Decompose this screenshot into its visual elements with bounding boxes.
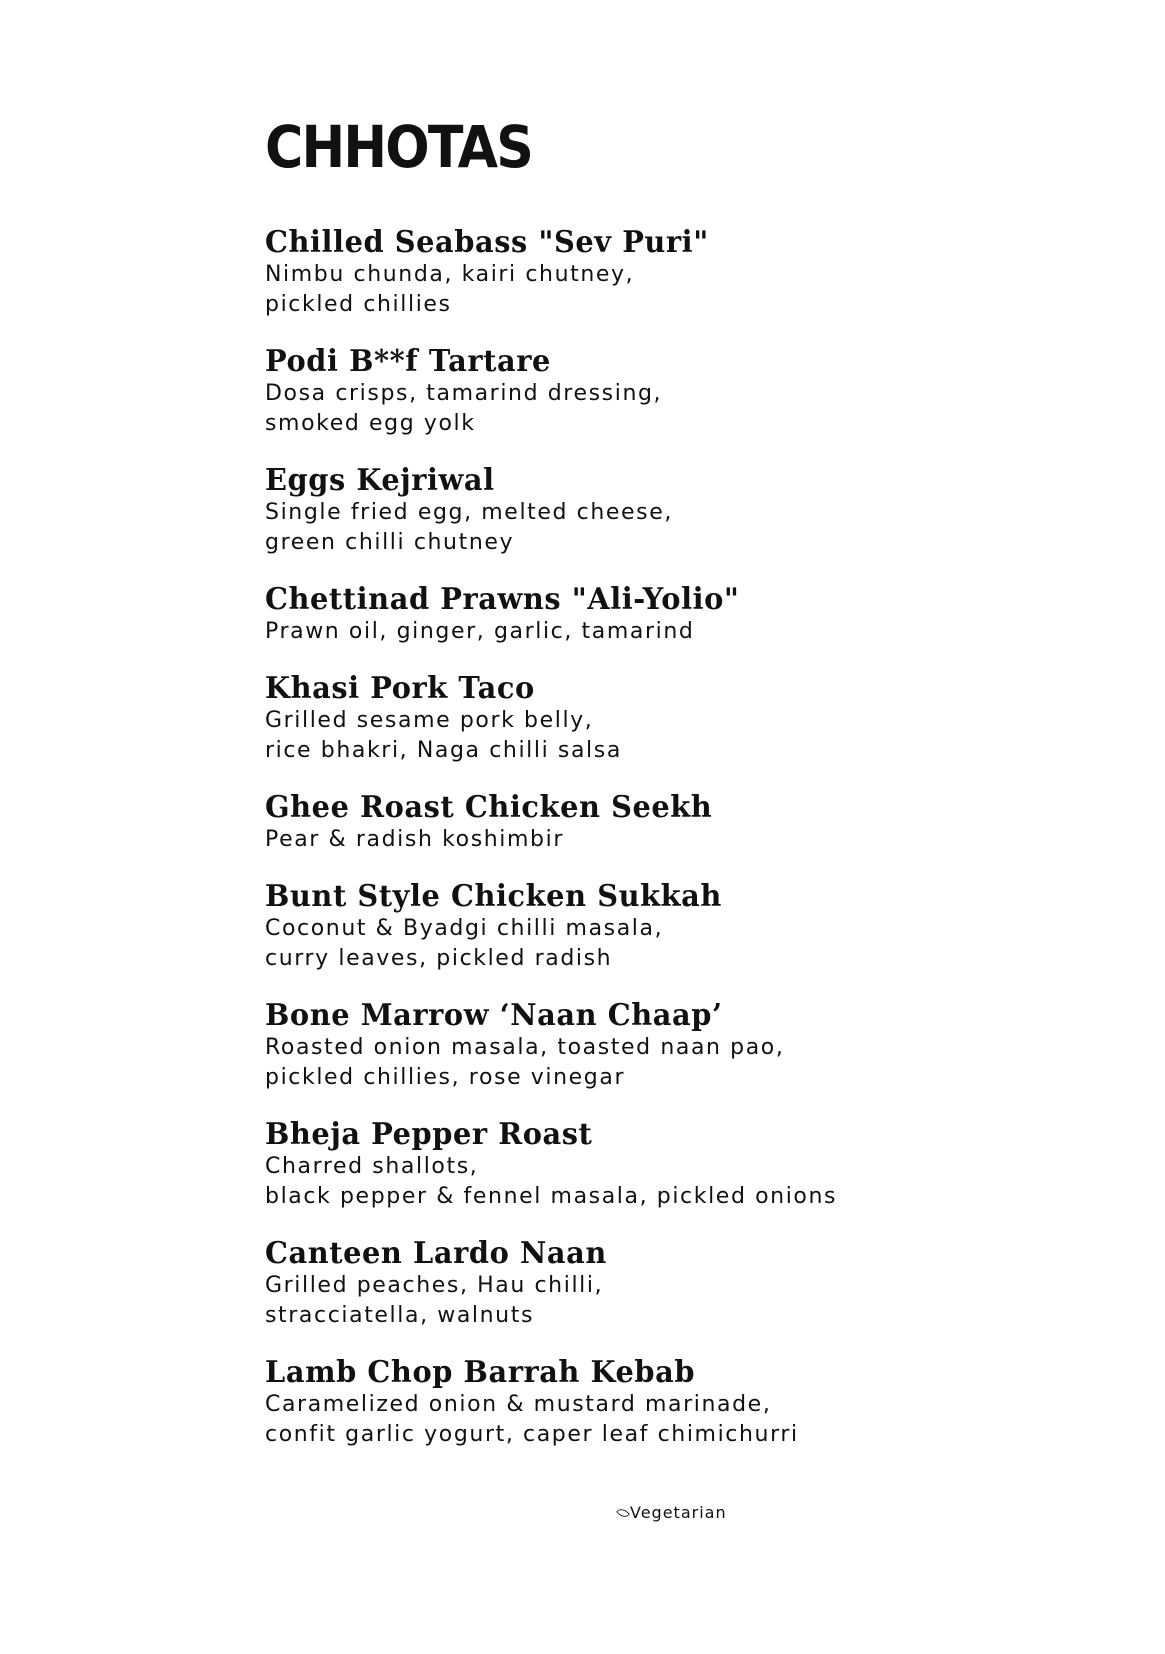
leaf-icon [616, 1506, 630, 1520]
item-description-line: black pepper & fennel masala, pickled onions [265, 1184, 838, 1209]
menu-items [265, 226, 1085, 1450]
item-description-line: confit garlic yogurt, caper leaf chimichurri [265, 1422, 799, 1447]
menu-item [265, 1237, 1085, 1331]
item-description-line: Caramelized onion & mustard marinade, [265, 1392, 772, 1417]
item-name: Lamb Chop Barrah Kebab [265, 1355, 696, 1390]
item-description-line: green chilli chutney [265, 530, 515, 555]
menu-item [265, 226, 1085, 320]
menu-item [265, 672, 1085, 766]
menu-item [265, 1356, 1085, 1450]
item-description-line: Charred shallots, [265, 1154, 479, 1179]
menu-item [265, 345, 1085, 439]
item-description-line: Prawn oil, ginger, garlic, tamarind [265, 619, 695, 644]
vegetarian-legend [618, 1503, 727, 1522]
item-description-line: Roasted onion masala, toasted naan pao, [265, 1035, 785, 1060]
item-description-line: Grilled peaches, Hau chilli, [265, 1273, 604, 1298]
item-name: Eggs Kejriwal [265, 463, 495, 498]
item-description-line: smoked egg yolk [265, 411, 476, 436]
item-name: Ghee Roast Chicken Seekh [265, 790, 713, 825]
menu-item [265, 464, 1085, 558]
item-name: Chettinad Prawns "Ali-Yolio" [265, 582, 740, 617]
menu-item [265, 1118, 1085, 1212]
item-name: Bheja Pepper Roast [265, 1117, 593, 1152]
item-name: Chilled Seabass "Sev Puri" [265, 225, 709, 260]
menu-item [265, 791, 1085, 855]
menu-item [265, 999, 1085, 1093]
item-name: Bone Marrow ‘Naan Chaap’ [265, 998, 723, 1033]
item-description-line: Pear & radish koshimbir [265, 827, 564, 852]
item-description-line: rice bhakri, Naga chilli salsa [265, 738, 622, 763]
item-description-line: curry leaves, pickled radish [265, 946, 613, 971]
menu-page [265, 112, 1085, 1475]
item-name: Canteen Lardo Naan [265, 1236, 607, 1271]
item-description-line: Single fried egg, melted cheese, [265, 500, 673, 525]
menu-item [265, 583, 1085, 647]
menu-item [265, 880, 1085, 974]
item-description-line: Dosa crisps, tamarind dressing, [265, 381, 663, 406]
item-description-line: stracciatella, walnuts [265, 1303, 535, 1328]
item-name: Khasi Pork Taco [265, 671, 535, 706]
item-description-line: pickled chillies, rose vinegar [265, 1065, 626, 1090]
legend-label: Vegetarian [630, 1503, 727, 1522]
item-name: Bunt Style Chicken Sukkah [265, 879, 722, 914]
item-description-line: Nimbu chunda, kairi chutney, [265, 262, 635, 287]
item-name: Podi B**f Tartare [265, 344, 551, 379]
item-description-line: Coconut & Byadgi chilli masala, [265, 916, 664, 941]
section-title: CHHOTAS [265, 113, 533, 181]
item-description-line: Grilled sesame pork belly, [265, 708, 594, 733]
item-description-line: pickled chillies [265, 292, 452, 317]
